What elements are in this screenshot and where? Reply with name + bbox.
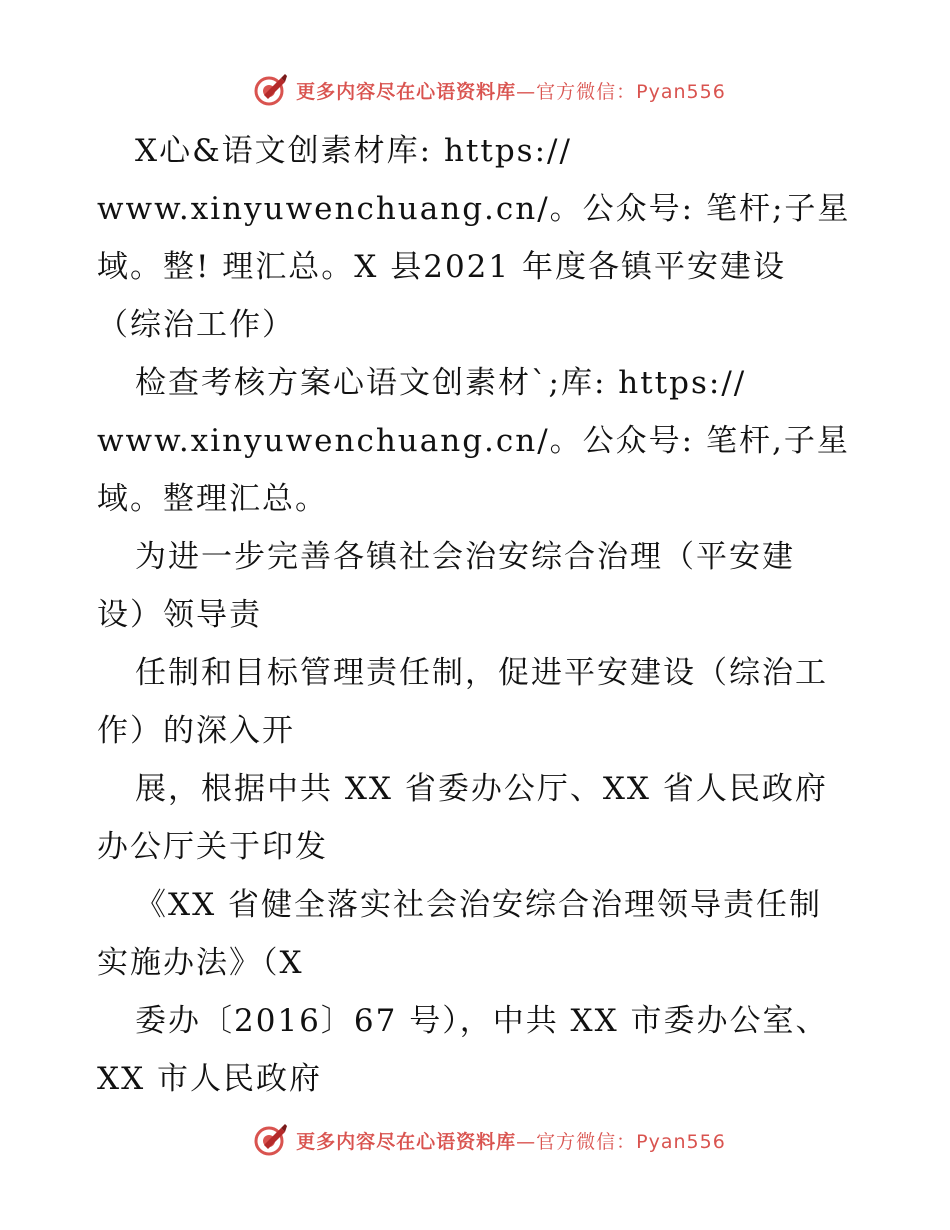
footer-banner-inner (254, 1123, 726, 1157)
document-line: XX 市人民政府 (97, 1061, 322, 1097)
footer-banner-text (296, 1127, 726, 1154)
document-line: 设）领导责 (97, 597, 262, 633)
document-line: www.xinyuwenchuang.cn/。公众号: 笔杆;子星 (97, 191, 851, 227)
document-body (97, 122, 857, 1108)
document-line: 域。整! 理汇总。X 县2021 年度各镇平安建设 (97, 249, 786, 285)
document-line: 展，根据中共 XX 省委办公厅、XX 省人民政府 (135, 771, 828, 807)
banner-dash: — (516, 1130, 537, 1153)
document-line: 为进一步完善各镇社会治安综合治理（平安建 (135, 539, 795, 575)
document-line: 办公厅关于印发 (97, 829, 328, 865)
document-line: 作）的深入开 (97, 713, 295, 749)
pen-logo-icon (254, 1123, 288, 1157)
document-line: 实施办法》（X (97, 945, 304, 981)
banner-wechat: 官方微信：Pyan556 (536, 1130, 726, 1153)
header-banner-text (296, 77, 726, 104)
document-line: 检查考核方案心语文创素材`;库: https:// (135, 365, 747, 401)
document-line: www.xinyuwenchuang.cn/。公众号: 笔杆,子星 (97, 423, 850, 459)
document-line: 《XX 省健全落实社会治安综合治理领导责任制 (135, 887, 822, 923)
banner-slogan: 更多内容尽在心语资料库 (296, 80, 517, 103)
document-line: （综治工作） (97, 307, 295, 343)
document-line: 任制和目标管理责任制，促进平安建设（综治工 (135, 655, 828, 691)
document-line: X心&语文创素材库: https:// (135, 133, 572, 169)
banner-slogan: 更多内容尽在心语资料库 (296, 1130, 517, 1153)
header-banner-inner (254, 73, 726, 107)
footer-banner (0, 1120, 950, 1160)
header-banner (0, 70, 950, 110)
banner-dash: — (516, 80, 537, 103)
document-line: 域。整理汇总。 (97, 481, 328, 517)
pen-logo-icon (254, 73, 288, 107)
banner-wechat: 官方微信：Pyan556 (536, 80, 726, 103)
document-line: 委办〔2016〕67 号），中共 XX 市委办公室、 (135, 1003, 829, 1039)
